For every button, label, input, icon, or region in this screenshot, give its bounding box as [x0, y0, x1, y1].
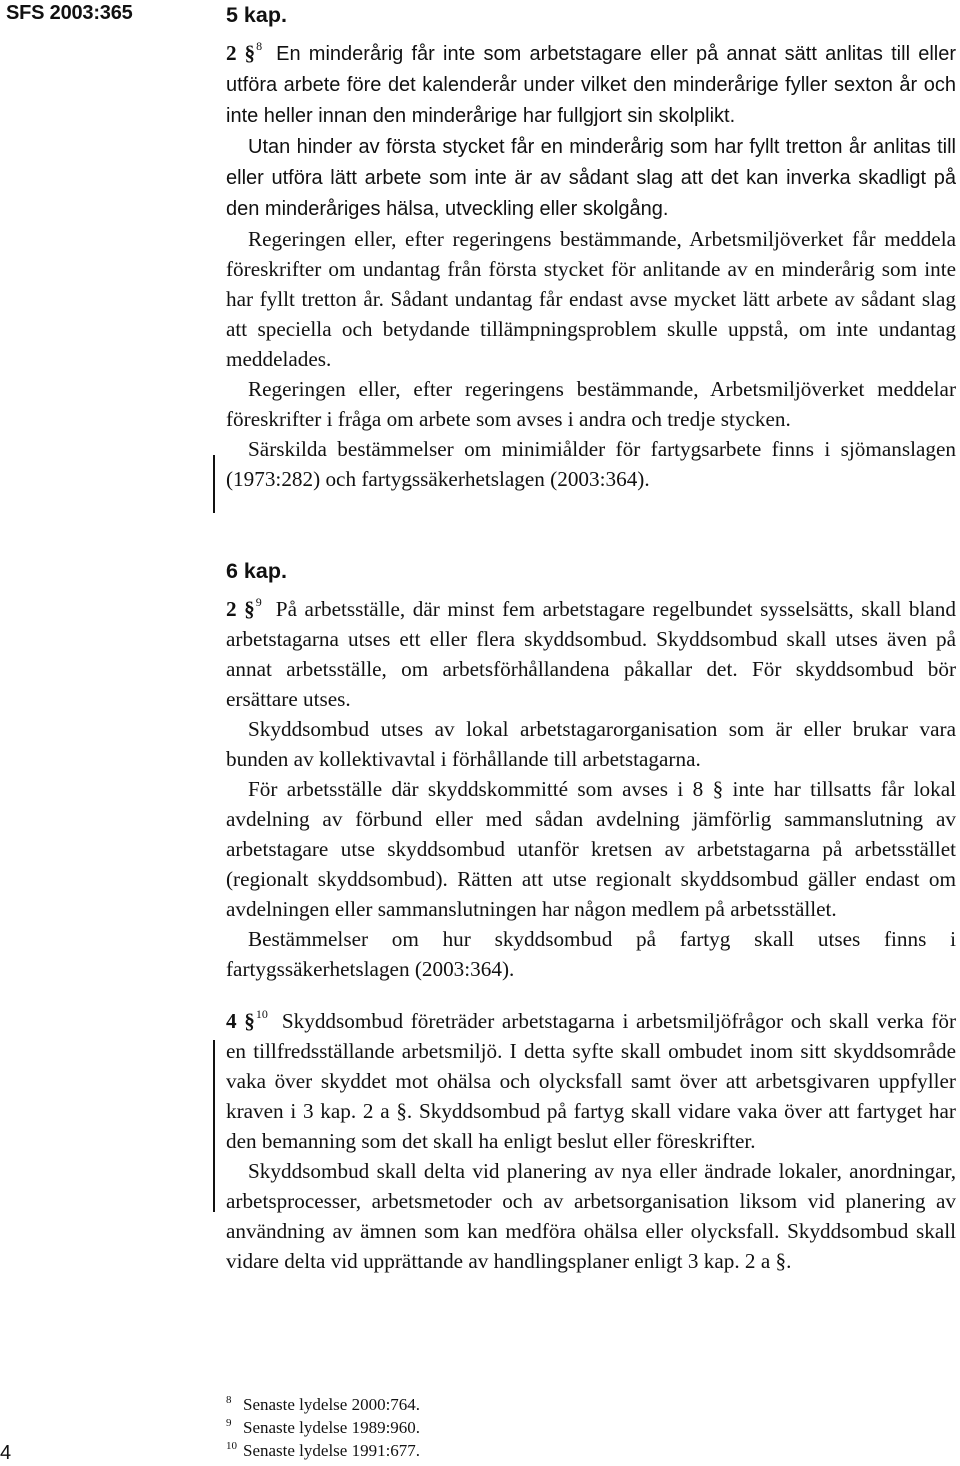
chapter-5-heading: 5 kap.: [226, 3, 287, 27]
ch6-sec4-paragraph-2: Skyddsombud skall delta vid planering av nya eller ändrade lokaler, anordningar, arbetsprocesser, arbetsmetoder och av arbetsorganisation liksom vid planering av användning av ämnen som kan medföra ohälsa eller olycksfall. Skyddsombud skall vidare delta vid upprättande av handlingsplaner enligt 3 kap. 2 a §.: [226, 1159, 956, 1273]
footnote-ref: 10: [255, 1007, 268, 1021]
footnote: 9 Senaste lydelse 1989:960.: [226, 1417, 421, 1437]
change-bar: [213, 455, 215, 513]
footnote-text: Senaste lydelse 2000:764.: [243, 1395, 421, 1414]
page-number: 4: [0, 1442, 12, 1464]
ch6-sec2-paragraph-1: [226, 594, 956, 714]
paragraph-text: På arbetsställe, där minst fem arbetstagare regelbundet sysselsätts, skall bland arbetstagarna utses ett eller flera skyddsombud. Skyddsombud skall utses även på annat arbetsställe, om arbetsförhållandena påkallar det. För skyddsombud bör ersättare utses.: [226, 597, 956, 711]
footnote-text: Senaste lydelse 1989:960.: [243, 1418, 421, 1437]
chapter-5: [226, 0, 956, 494]
ch5-sec2-paragraph-3: Regeringen eller, efter regeringens bestämmande, Arbetsmiljöverket får meddela föreskrifter om undantag från första stycket för anlitande av en minderårig som inte har fyllt tretton år. Sådant undantag får endast avse mycket lätt arbete av sådant slag att speciella och betydande tillämpningsproblem skulle uppstå, om inte undantag meddelades.: [226, 227, 956, 371]
chapter-6: [226, 556, 956, 1276]
sfs-number: SFS 2003:365: [6, 2, 133, 24]
chapter-6-heading: 6 kap.: [226, 559, 287, 583]
section-number: 2 §: [226, 597, 255, 621]
footnote-text: Senaste lydelse 1991:677.: [243, 1441, 421, 1460]
section-number: 4 §: [226, 1009, 255, 1033]
footnote: 8 Senaste lydelse 2000:764.: [226, 1394, 421, 1414]
change-bar: [213, 1040, 215, 1212]
ch6-sec2-paragraph-2: Skyddsombud utses av lokal arbetstagarorganisation som är eller brukar vara bunden av kollektivavtal i förhållande till arbetstagarna.: [226, 717, 956, 771]
section-number: 2 §: [226, 41, 256, 65]
paragraph-text: En minderårig får inte som arbetstagare eller på annat sätt anlitas till eller utföra arbete före det kalenderår under vilket den minderårige fyller sexton år och inte heller innan den minderårige har fullgjort sin skolplikt.: [226, 43, 957, 127]
ch6-sec4-paragraph-1: [226, 1006, 956, 1156]
paragraph-text: Skyddsombud företräder arbetstagarna i arbetsmiljöfrågor och skall verka för en tillfredsställande arbetsmiljö. I detta syfte skall ombudet inom sitt skyddsområde vaka över skyddet mot ohälsa och olycksfall samt över att arbetsgivaren uppfyller kraven i 3 kap. 2 a §. Skyddsombud på fartyg skall vidare vaka över att fartyget har den bemanning som det skall ha enligt beslut eller föreskrifter.: [226, 1009, 957, 1153]
ch5-sec2-paragraph-5: Särskilda bestämmelser om minimiålder för fartygsarbete finns i sjömanslagen (1973:282) och fartygssäkerhetslagen (2003:364).: [226, 437, 956, 491]
ch6-sec2-paragraph-4: Bestämmelser om hur skyddsombud på fartyg skall utses finns i fartygssäkerhetslagen (2003:364).: [226, 927, 956, 981]
ch5-sec2-paragraph-1: [226, 38, 956, 131]
ch5-sec2-paragraph-2: [226, 131, 956, 224]
footnote-ref: 9: [255, 595, 262, 609]
footnotes: [226, 1393, 420, 1462]
footnote-ref: 8: [256, 39, 263, 53]
paragraph-text: Utan hinder av första stycket får en minderårig som har fyllt tretton år anlitas till eller utföra lätt arbete som inte är av sådant slag att det kan inverka skadligt på den minderåriges hälsa, utveckling eller skolgång.: [226, 136, 956, 220]
ch6-sec2-paragraph-3: För arbetsställe där skyddskommitté som avses i 8 § inte har tillsatts får lokal avdelning av förbund eller med sådan avdelning jämförlig sammanslutning av arbetstagare utse skyddsombud utanför kretsen av arbetstagarna på arbetsstället (regionalt skyddsombud). Rätten att utse regionalt skyddsombud gäller endast om avdelningen eller sammanslutningen har någon medlem på arbetsstället.: [226, 777, 956, 921]
footnote: 10 Senaste lydelse 1991:677.: [226, 1440, 421, 1460]
ch5-sec2-paragraph-4: Regeringen eller, efter regeringens bestämmande, Arbetsmiljöverket meddelar föreskrifter i fråga om arbete som avses i andra och tredje stycken.: [226, 377, 956, 431]
